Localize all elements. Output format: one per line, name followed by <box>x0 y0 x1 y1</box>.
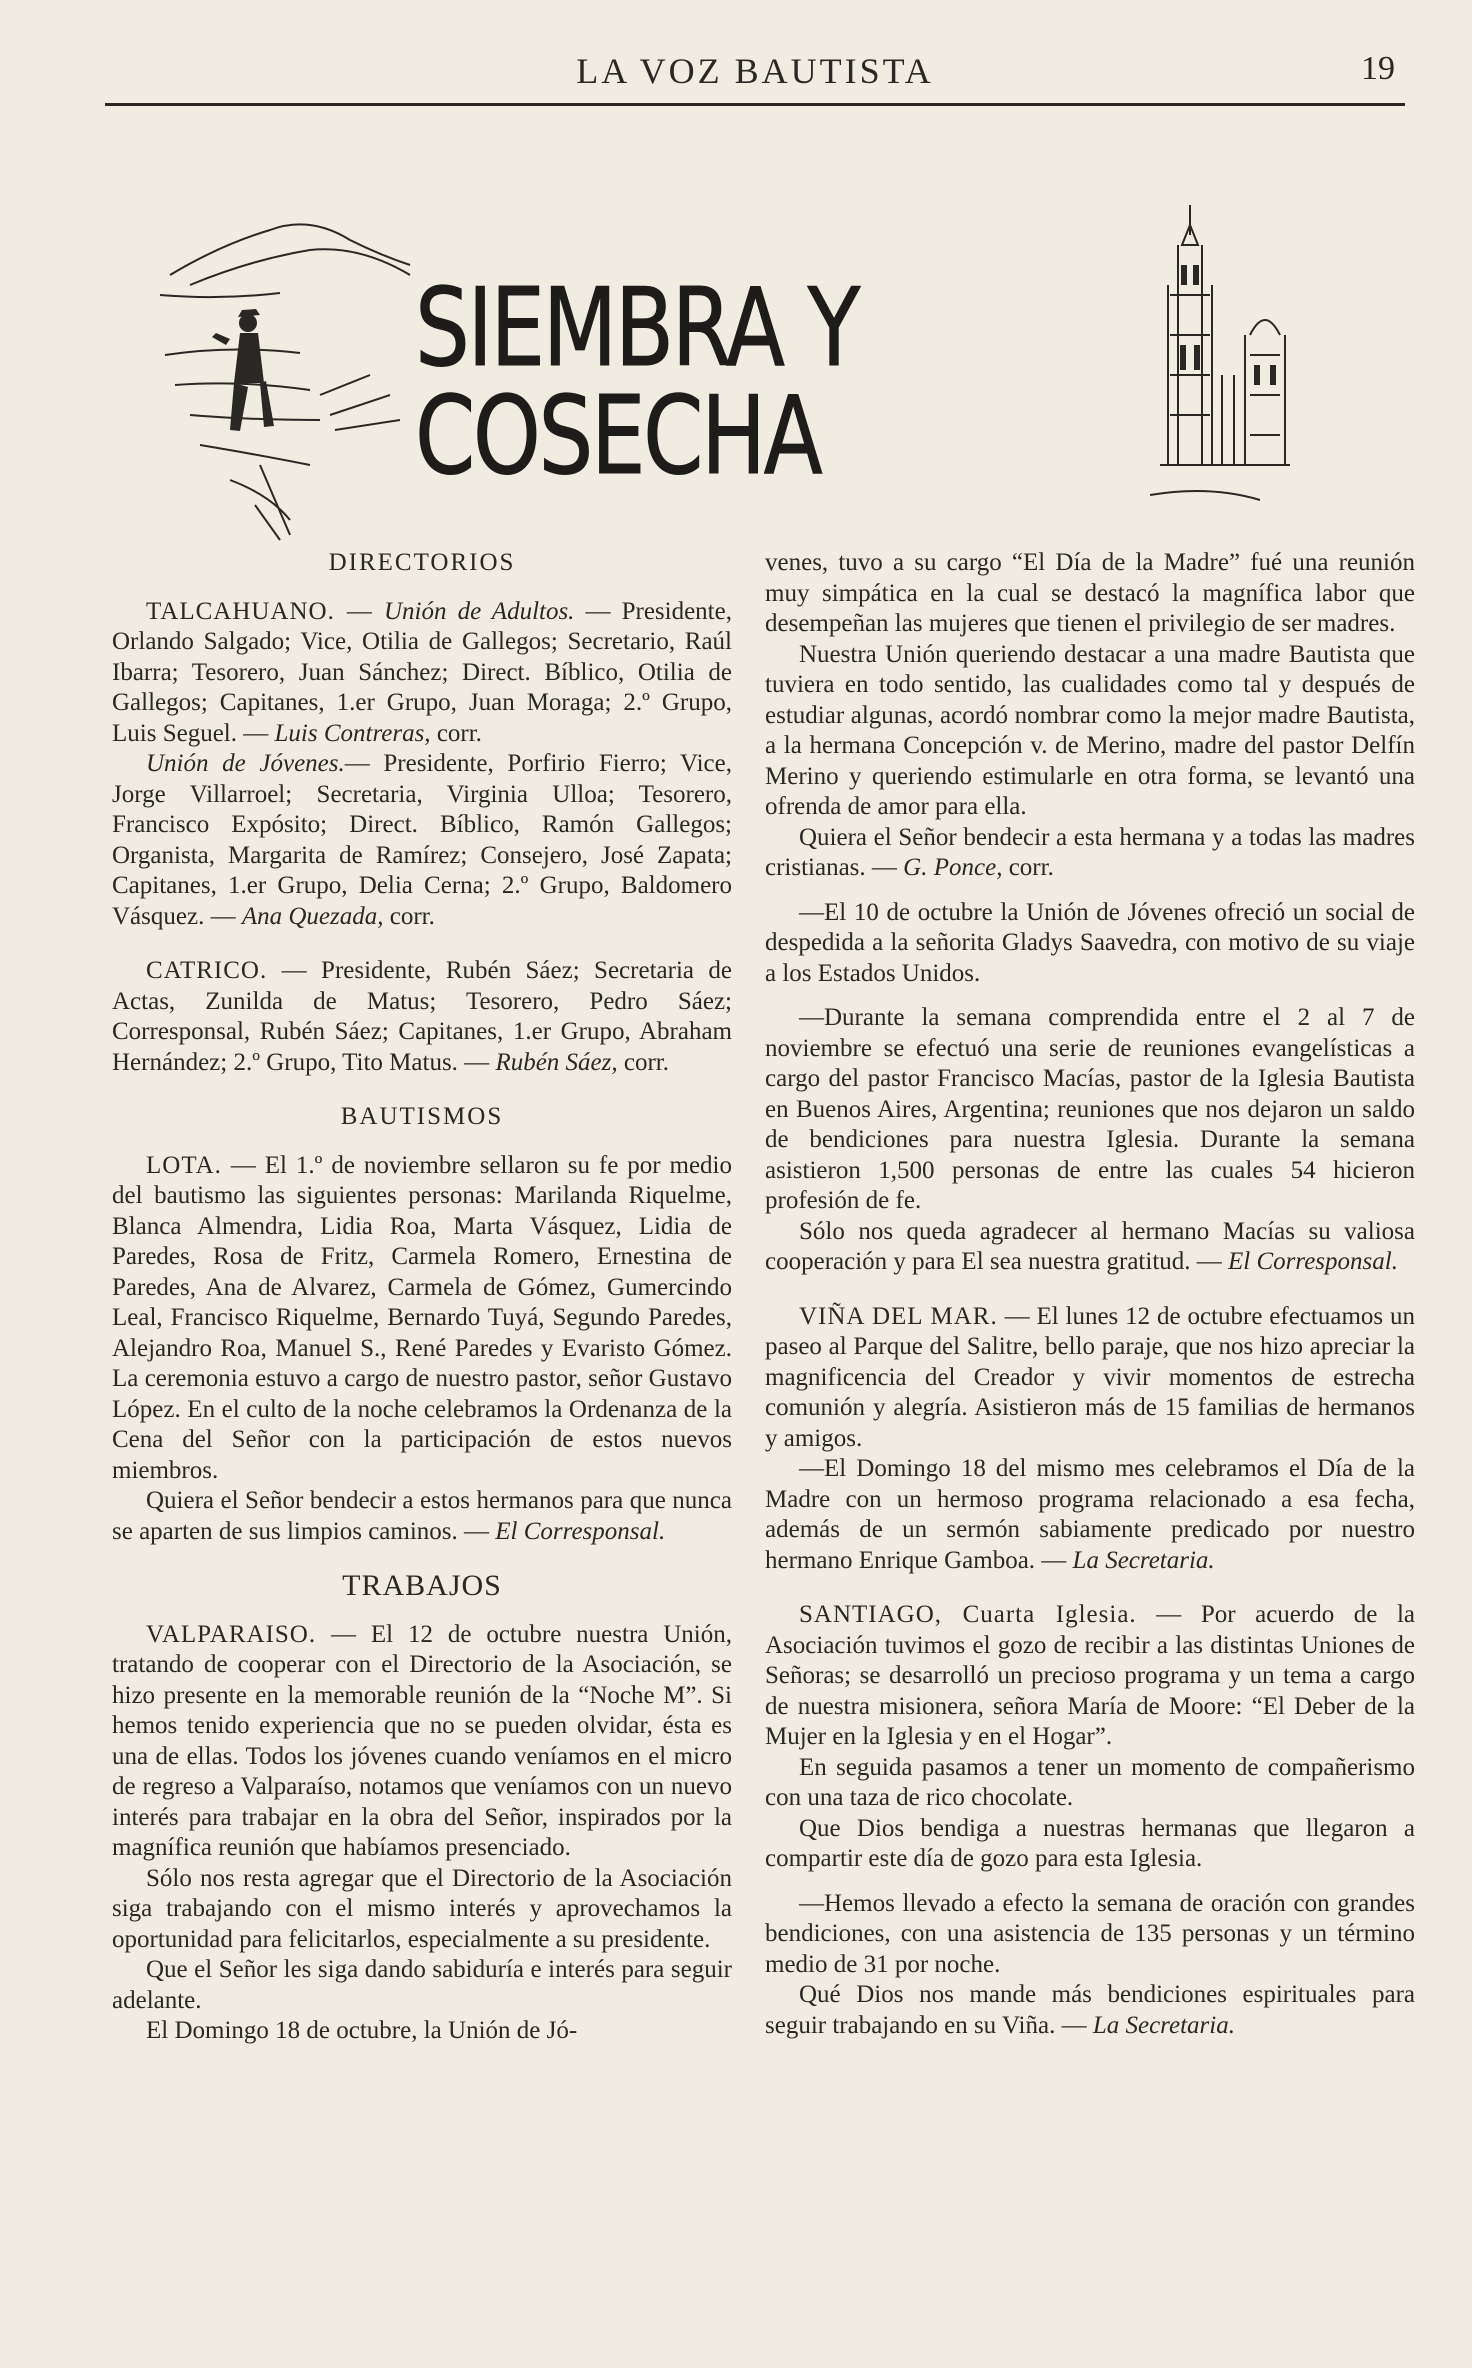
banner-title: SIEMBRA Y COSECHA <box>415 266 859 499</box>
heading-trabajos: TRABAJOS <box>342 1569 502 1602</box>
page-header <box>105 50 1405 100</box>
paragraph-mejor-madre: Nuestra Unión queriendo destacar a una madre Bautista que tuviera en todo sentido, las cualidades como tal y después de estudiar algunas, acordó nombrar como la mejor madre Bautista, a la hermana Concepción v. de Merino, madre del pastor Delfín Merino y queriendo estimularle en otra forma, se levantó una ofrenda de amor para ella. <box>765 640 1415 820</box>
heading-directorios: DIRECTORIOS <box>328 549 516 576</box>
paragraph-bendiga: Que Dios bendiga a nuestras hermanas que llegaron a compartir este día de gozo para esta Iglesia. <box>765 1814 1415 1872</box>
paragraph-valparaiso: VALPARAISO. — El 12 de octubre nuestra Unión, tratando de cooperar con el Directorio de la Asociación, se hizo presente en la memorable reunión de la “Noche M”. Si hemos tenido experiencia que no se pueden olvidar, ésta es una de ellas. Todos los jóvenes cuando veníamos en el micro de regreso a Valparaíso, notamos que veníamos con un nuevo interés para trabajar en la obra del Señor, inspirados por la magnífica reunión que habíamos presenciado. <box>112 1620 732 1861</box>
left-column <box>112 548 732 2047</box>
paragraph-companerismo: En seguida pasamos a tener un momento de compañerismo con una taza de rico chocolate. <box>765 1753 1415 1811</box>
paragraph-santiago: SANTIAGO, Cuarta Iglesia. — Por acuerdo de la Asociación tuvimos el gozo de recibir a las distintas Uniones de Señoras; se desarrolló un precioso programa y un tema a cargo de nuestra misionera, señora María de Moore: “El Deber de la Mujer en la Iglesia y en el Hogar”. <box>765 1601 1415 1750</box>
farmer-sowing-illustration <box>160 205 420 545</box>
section-banner <box>160 205 1300 545</box>
paragraph-sabiduria: Que el Señor les siga dando sabiduría e interés para seguir adelante. <box>112 1956 732 2014</box>
paragraph-talcahuano: TALCAHUANO. — Unión de Adultos. — Presidente, Orlando Salgado; Vice, Otilia de Gallegos; Secretario, Raúl Ibarra; Tesorero, Juan Sánchez; Direct. Bíblico, Otilia de Gallegos; Capitanes, 1.er Grupo, Juan Moraga; 2.º Grupo, Luis Seguel. — Luis Contreras, corr. <box>112 597 732 747</box>
paragraph-union-jovenes: Unión de Jóvenes.— Presidente, Porfirio Fierro; Vice, Jorge Villarroel; Secretaria, Virginia Ulloa; Tesorero, Francisco Expósito; Direct. Bíblico, Ramón Gallegos; Organista, Margarita de Ramírez; Consejero, José Zapata; Capitanes, 1.er Grupo, Delia Cerna; 2.º Grupo, Baldomero Vásquez. — Ana Quezada, corr. <box>112 750 732 930</box>
paragraph-reuniones: —Durante la semana comprendida entre el 2 al 7 de noviembre se efectuó una serie de reuniones evangelísticas a cargo del pastor Francisco Macías, pastor de la Iglesia Bautista en Buenos Aires, Argentina; reuniones que nos dejaron un saldo de bendiciones para nuestra Iglesia. Durante la semana asistieron 1,500 personas de entre las cuales 54 hicieron profesión de fe. <box>765 1004 1415 1214</box>
paragraph-lota: LOTA. — El 1.º de noviembre sellaron su fe por medio del bautismo las siguientes personas: Marilanda Riquelme, Blanca Almendra, Lidia Roa, Marta Vásquez, Lidia de Paredes, Rosa de Fritz, Carmela Romero, Ernestina de Paredes, Ana de Alvarez, Carmela de Gómez, Gumercindo Leal, Francisco Riquelme, Bernardo Tuyá, Segundo Paredes, Alejandro Roa, Manuel S., René Paredes y Evaristo Gómez. La ceremonia estuvo a cargo de nuestro pastor, señor Gustavo López. En el culto de la noche celebramos la Ordenanza de la Cena del Señor con la participación de estos nuevos miembros. <box>112 1151 732 1484</box>
right-column <box>765 548 1415 2041</box>
paragraph-social: —El 10 de octubre la Unión de Jóvenes ofreció un social de despedida a la señorita Gladys Saavedra, con motivo de su viaje a los Estados Unidos. <box>765 898 1415 987</box>
paragraph-agradecer: Sólo nos queda agradecer al hermano Macías su valiosa cooperación y para El sea nuestra gratitud. — El Corresponsal. <box>765 1217 1415 1275</box>
paragraph-mande: Qué Dios nos mande más bendiciones espirituales para seguir trabajando en su Viña. — La Secretaria. <box>765 1981 1415 2039</box>
paragraph-directorio: Sólo nos resta agregar que el Directorio de la Asociación siga trabajando con el mismo interés y aprovechamos la oportunidad para felicitarlos, especialmente a su presidente. <box>112 1864 732 1953</box>
page-number: 19 <box>1361 50 1395 87</box>
paragraph-semana-oracion: —Hemos llevado a efecto la semana de oración con grandes bendiciones, con una asistencia de 135 personas y un término medio de 31 por noche. <box>765 1889 1415 1978</box>
paragraph-dia-madre: venes, tuvo a su cargo “El Día de la Madre” fué una reunión muy simpática en la cual se destacó la magnífica labor que desempeñan las mujeres que tienen el privilegio de ser madres. <box>765 549 1415 637</box>
paragraph-vina-del-mar: VIÑA DEL MAR. — El lunes 12 de octubre efectuamos un paseo al Parque del Salitre, bello paraje, que nos hizo apreciar la magnificencia del Creador y vivir momentos de estrecha comunión y alegría. Asistieron más de 15 familias de hermanos y amigos. <box>765 1302 1415 1452</box>
heading-bautismos: BAUTISMOS <box>340 1103 504 1130</box>
paragraph-lota-blessing: Quiera el Señor bendecir a estos hermanos para que nunca se aparten de sus limpios caminos. — El Corresponsal. <box>112 1487 732 1545</box>
paragraph-domingo-start: El Domingo 18 de octubre, la Unión de Jó- <box>146 2017 578 2044</box>
cathedral-illustration <box>1150 205 1300 545</box>
paragraph-dia-madre-vina: —El Domingo 18 del mismo mes celebramos el Día de la Madre con un hermoso programa relacionado a esa fecha, además de un sermón sabiamente predicado por nuestro hermano Enrique Gamboa. — La Secretaria. <box>765 1455 1415 1574</box>
paragraph-catrico: CATRICO. — Presidente, Rubén Sáez; Secretaria de Actas, Zunilda de Matus; Tesorero, Pedro Sáez; Corresponsal, Rubén Sáez; Capitanes, 1.er Grupo, Abraham Hernández; 2.º Grupo, Tito Matus. — Rubén Sáez, corr. <box>112 957 732 1076</box>
paragraph-bendecir-hermana: Quiera el Señor bendecir a esta hermana y a todas las madres cristianas. — G. Ponce, corr. <box>765 823 1415 881</box>
running-title: LA VOZ BAUTISTA <box>576 51 934 91</box>
header-rule <box>105 103 1405 106</box>
